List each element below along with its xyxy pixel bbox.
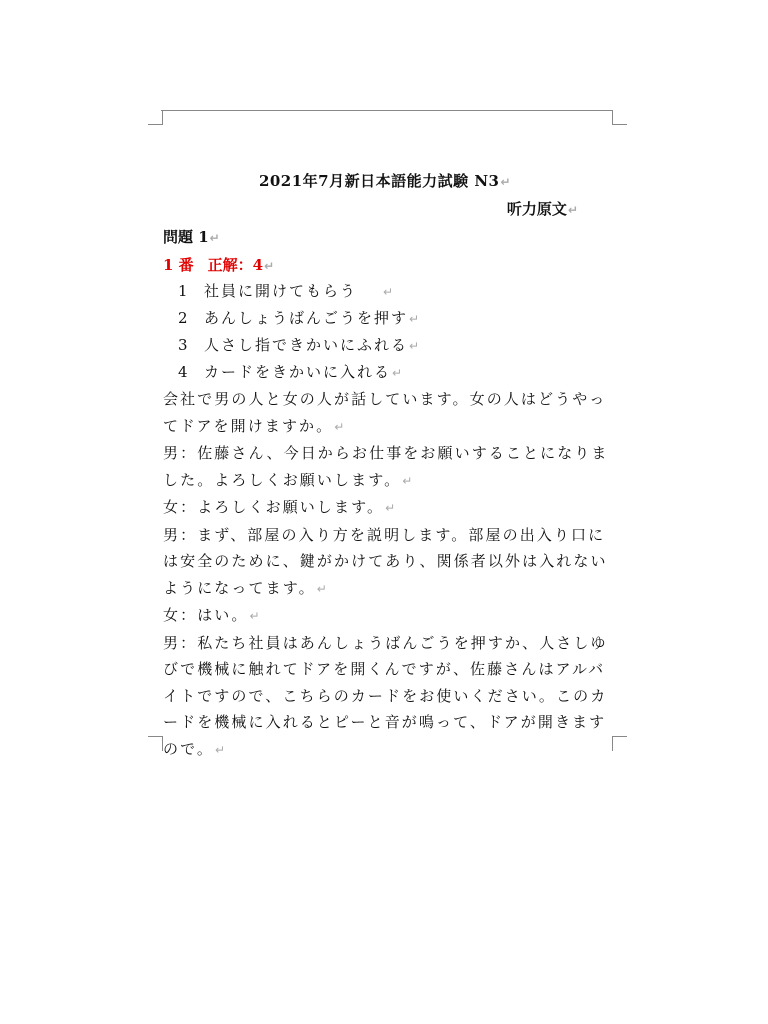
transcript-paragraph: 女：よろしくお願いします。↵ — [163, 498, 398, 516]
document-subtitle: 听力原文↵ — [506, 200, 578, 218]
question-answer-line — [163, 254, 274, 275]
paragraph-mark-icon: ↵ — [383, 285, 396, 299]
paragraph-mark-icon: ↵ — [334, 419, 347, 434]
transcript-paragraph: 男：まず、部屋の入り方を説明します。部屋の出入り口には安全のために、鍵がかけてあり、関係者以外は入れないようになってます。↵ — [163, 525, 608, 597]
paragraph-mark-icon: ↵ — [567, 203, 578, 217]
answer-option: 4 カードをきかいに入れる↵ — [178, 363, 405, 381]
header-margin-line — [161, 110, 613, 111]
correct-answer: 正解：4 — [207, 256, 264, 274]
paragraph-mark-icon: ↵ — [249, 609, 262, 623]
answer-options — [178, 280, 421, 388]
crop-mark-top-left — [148, 110, 163, 125]
transcript-body — [163, 386, 621, 763]
transcript-paragraph: 男：私たち社員はあんしょうばんごうを押すか、人さしゆびで機械に触れてドアを開くんですが、佐藤さんはアルバイトですので、こちらのカードをお使いください。このカードを機械に入れるとピーと音が鳴って、ドアが開きますので。↵ — [163, 633, 608, 758]
paragraph-mark-icon: ↵ — [402, 473, 415, 488]
paragraph-mark-icon: ↵ — [409, 312, 422, 326]
answer-option: 1 社員に開けてもらう ↵ — [178, 282, 396, 300]
transcript-paragraph: 男：佐藤さん、今日からお仕事をお願いすることになりました。よろしくお願いします。↵ — [163, 444, 609, 489]
paragraph-mark-icon: ↵ — [209, 231, 220, 245]
answer-option: 3 人さし指できかいにふれる↵ — [178, 336, 422, 354]
document-title: 2021年7月新日本語能力試験 N3↵ — [258, 172, 512, 190]
paragraph-mark-icon: ↵ — [500, 175, 512, 189]
question-number: 1 番 — [163, 256, 194, 274]
transcript-paragraph: 会社で男の人と女の人が話しています。女の人はどうやってドアを開けますか。↵ — [163, 390, 607, 435]
paragraph-mark-icon: ↵ — [264, 259, 275, 273]
paragraph-mark-icon: ↵ — [215, 742, 228, 757]
paragraph-mark-icon: ↵ — [385, 501, 398, 515]
crop-mark-bottom-left — [148, 736, 163, 751]
answer-option: 2 あんしょうばんごうを押す↵ — [178, 309, 422, 327]
section-heading: 問題 1↵ — [163, 228, 220, 246]
paragraph-mark-icon: ↵ — [316, 581, 329, 596]
paragraph-mark-icon: ↵ — [392, 366, 405, 380]
paragraph-mark-icon: ↵ — [409, 339, 422, 353]
transcript-paragraph: 女：はい。↵ — [163, 606, 262, 624]
crop-mark-top-right — [612, 110, 627, 125]
